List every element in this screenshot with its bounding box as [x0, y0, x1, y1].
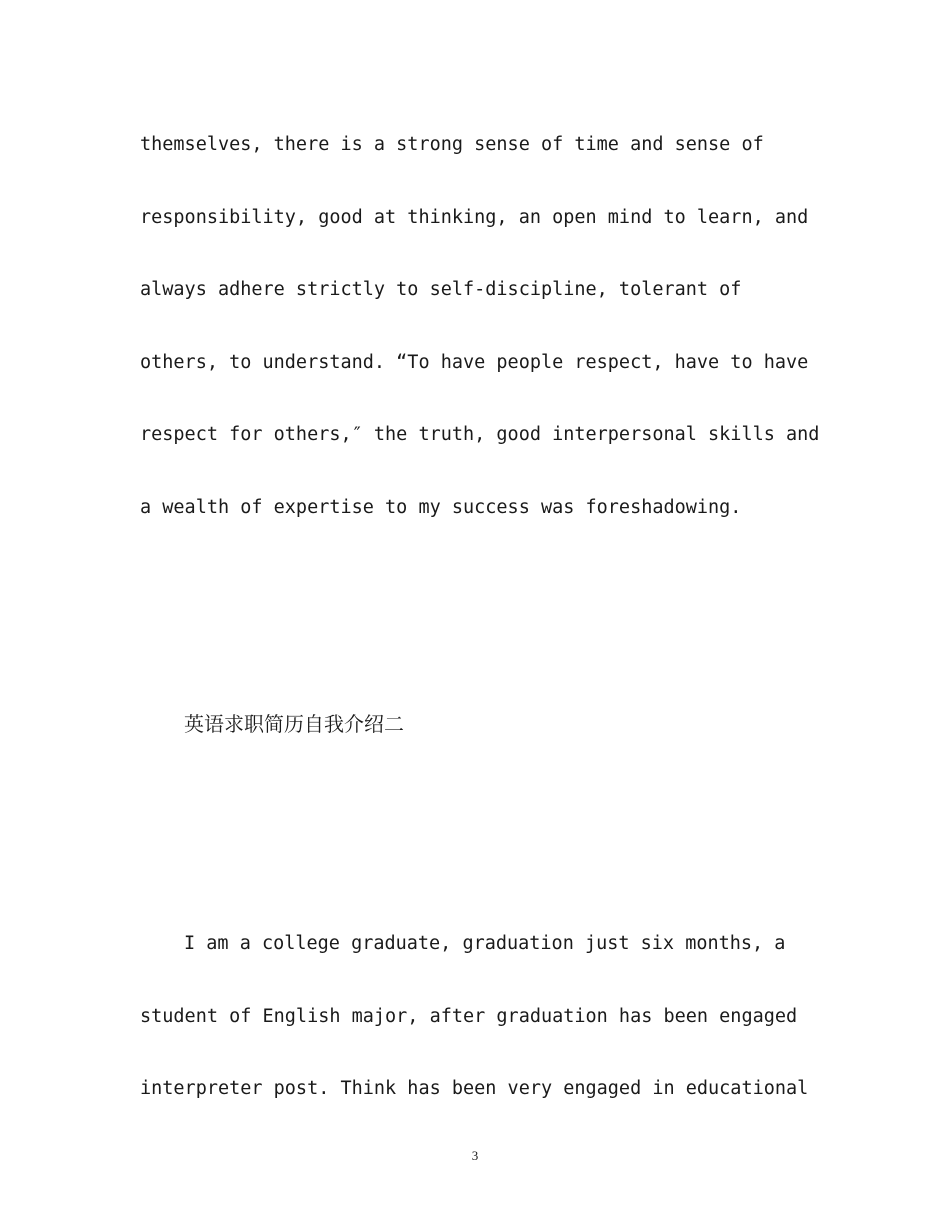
- section-heading: 英语求职简历自我介绍二: [184, 712, 404, 736]
- paragraph-1-line-5: respect for others,″ the truth, good interpersonal skills and: [140, 424, 820, 445]
- paragraph-2-line-1: I am a college graduate, graduation just six months, a: [184, 933, 786, 954]
- paragraph-2-line-2: student of English major, after graduation has been engaged: [140, 1006, 798, 1027]
- paragraph-1-line-3: always adhere strictly to self-discipline, tolerant of: [140, 279, 742, 300]
- paragraph-1-line-6: a wealth of expertise to my success was foreshadowing.: [140, 497, 742, 518]
- page-number: 3: [471, 1148, 479, 1163]
- paragraph-1-line-4: others, to understand. “To have people respect, have to have: [140, 352, 809, 373]
- paragraph-2-line-3: interpreter post. Think has been very engaged in educational: [140, 1078, 809, 1099]
- paragraph-1-line-2: responsibility, good at thinking, an open mind to learn, and: [140, 207, 809, 228]
- paragraph-1-line-1: themselves, there is a strong sense of time and sense of: [140, 134, 764, 155]
